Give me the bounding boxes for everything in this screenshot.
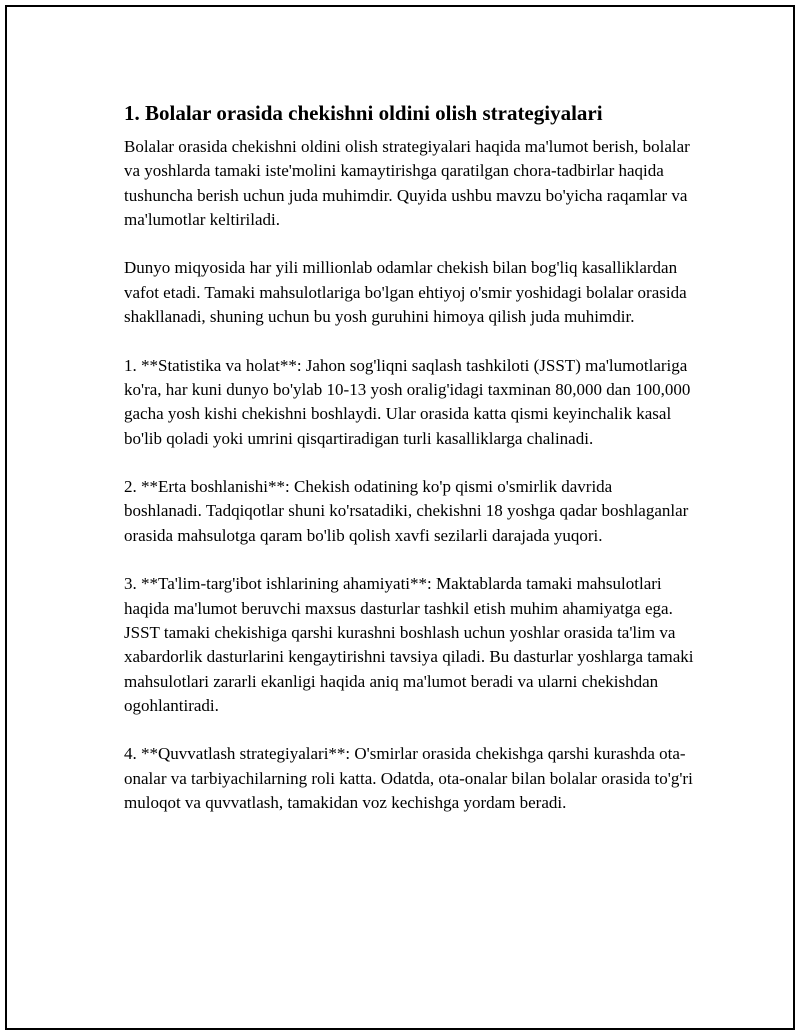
point-statistics-paragraph: 1. **Statistika va holat**: Jahon sog'liqni saqlash tashkiloti (JSST) ma'lumotlariga ko'ra, har kuni dunyo bo'ylab 10-13 yosh oralig'idagi taxminan 80,000 dan 100,000 gacha yosh kishi chekishni boshlaydi. Ular orasida katta qismi keyinchalik kasal bo'lib qoladi yoki umrini qisqartiradigan turli kasalliklarga chalinadi. [124, 355, 691, 448]
section-heading: 1. Bolalar orasida chekishni oldini olish strategiyalari [124, 101, 603, 125]
document-body [124, 100, 694, 840]
point-support-paragraph: 4. **Quvvatlash strategiyalari**: O'smirlar orasida chekishga qarshi kurashda ota-onalar va tarbiyachilarning roli katta. Odatda, ota-onalar bilan bolalar orasida to'g'ri muloqot va quvvatlash, tamakidan voz kechishga yordam beradi. [124, 744, 693, 813]
point-education-paragraph: 3. **Ta'lim-targ'ibot ishlarining ahamiyati**: Maktablarda tamaki mahsulotlari haqida ma'lumot beruvchi maxsus dasturlar tashkil etish muhim ahamiyatga ega. JSST tamaki chekishiga qarshi kurashni boshlash uchun yoshlar orasida ta'lim va xabardorlik dasturlarini kengaytirishni tavsiya qiladi. Bu dasturlar yoshlarga tamaki mahsulotlari zararli ekanligi haqida aniq ma'lumot beradi va ularni chekishdan ogohlantiradi. [124, 574, 694, 715]
page-frame [5, 5, 795, 1030]
context-paragraph: Dunyo miqyosida har yili millionlab odamlar chekish bilan bog'liq kasalliklardan vafot etadi. Tamaki mahsulotlariga bo'lgan ehtiyoj o'smir yoshidagi bolalar orasida shakllanadi, shuning uchun bu yosh guruhini himoya qilish juda muhimdir. [124, 258, 687, 327]
intro-paragraph: Bolalar orasida chekishni oldini olish strategiyalari haqida ma'lumot berish, bolalar va yoshlarda tamaki iste'molini kamaytirishga qaratilgan chora-tadbirlar haqida tushuncha berish uchun juda muhimdir. Quyida ushbu mavzu bo'yicha raqamlar va ma'lumotlar keltiriladi. [124, 137, 690, 229]
point-early-start-paragraph: 2. **Erta boshlanishi**: Chekish odatining ko'p qismi o'smirlik davrida boshlanadi. Tadqiqotlar shuni ko'rsatadiki, chekishni 18 yoshga qadar boshlaganlar orasida mahsulotga qaram bo'lib qolish xavfi sezilarli darajada yuqori. [124, 477, 689, 545]
